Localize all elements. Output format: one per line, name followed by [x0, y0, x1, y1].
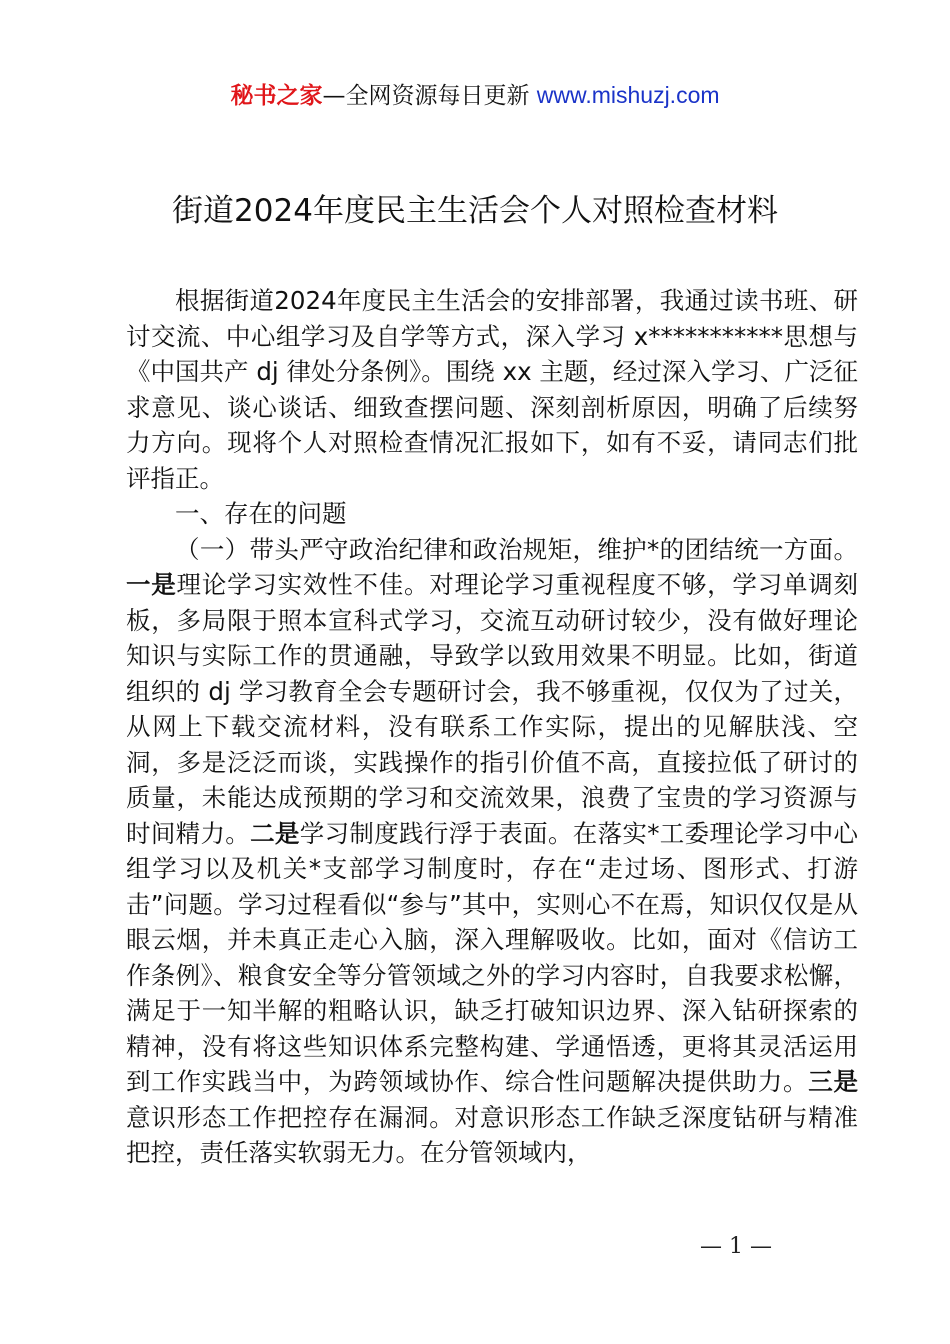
page-number: — 1 —: [700, 1234, 772, 1259]
header-banner: [0, 78, 950, 113]
brand-name: 秘书之家: [230, 83, 323, 109]
point-1-label: 一是: [126, 570, 177, 599]
header-tagline: —全网资源每日更新: [322, 83, 537, 109]
point-1-text: 理论学习实效性不佳。对理论学习重视程度不够，学习单调刻板，多局限于照本宣科式学习，交流互动研讨较少，没有做好理论知识与实际工作的贯通融，导致学以致用效果不明显。比如，街道组织的 dj 学习教育全会专题研讨会，我不够重视，仅仅为了过关，从网上下载交流材料，没有联系工作实际，提出的见解肤浅、空洞，多是泛泛而谈，实践操作的指引价值不高，直接拉低了研讨的质量，未能达成预期的学习和交流效果，浪费了宝贵的学习资源与时间精力。: [126, 570, 859, 848]
point-2-text: 学习制度践行浮于表面。在落实*工委理论学习中心组学习以及机关*支部学习制度时，存在“走过场、图形式、打游击”问题。学习过程看似“参与”其中，实则心不在焉，知识仅仅是从眼云烟，并未真正走心入脑，深入理解吸收。比如，面对《信访工作条例》、粮食安全等分管领域之外的学习内容时，自我要求松懈，满足于一知半解的粗略认识，缺乏打破知识边界、深入钻研探索的精神，没有将这些知识体系完整构建、学通悟透，更将其灵活运用到工作实践当中，为跨领域协作、综合性问题解决提供助力。: [126, 818, 859, 1096]
point-2-label: 二是: [250, 818, 300, 848]
document-body: [126, 283, 858, 1171]
subsection-title: （一）带头严守政治纪律和政治规矩，维护*的团结统一方面。: [175, 534, 858, 564]
section-heading: 一、存在的问题: [175, 499, 347, 528]
intro-paragraph: 根据街道2024年度民主生活会的安排部署，我通过读书班、研讨交流、中心组学习及自学等方式，深入学习 x***********思想与《中国共产 dj 律处分条例》。围绕 xx 主题，经过深入学习、广泛征求意见、谈心谈话、细致查摆问题、深刻剖析原因，明确了后续努力方向。现将个人对照检查情况汇报如下，如有不妥，请同志们批评指正。: [126, 286, 858, 493]
point-3-label: 三是: [808, 1067, 859, 1096]
problems-paragraph: [126, 532, 858, 1171]
document-title: 街道2024年度民主生活会个人对照检查材料: [172, 193, 778, 229]
point-3-text: 意识形态工作把控存在漏洞。对意识形态工作缺乏深度钻研与精准把控，责任落实软弱无力。在分管领域内，: [126, 1102, 858, 1167]
site-url-link[interactable]: www.mishuzj.com: [536, 82, 720, 108]
